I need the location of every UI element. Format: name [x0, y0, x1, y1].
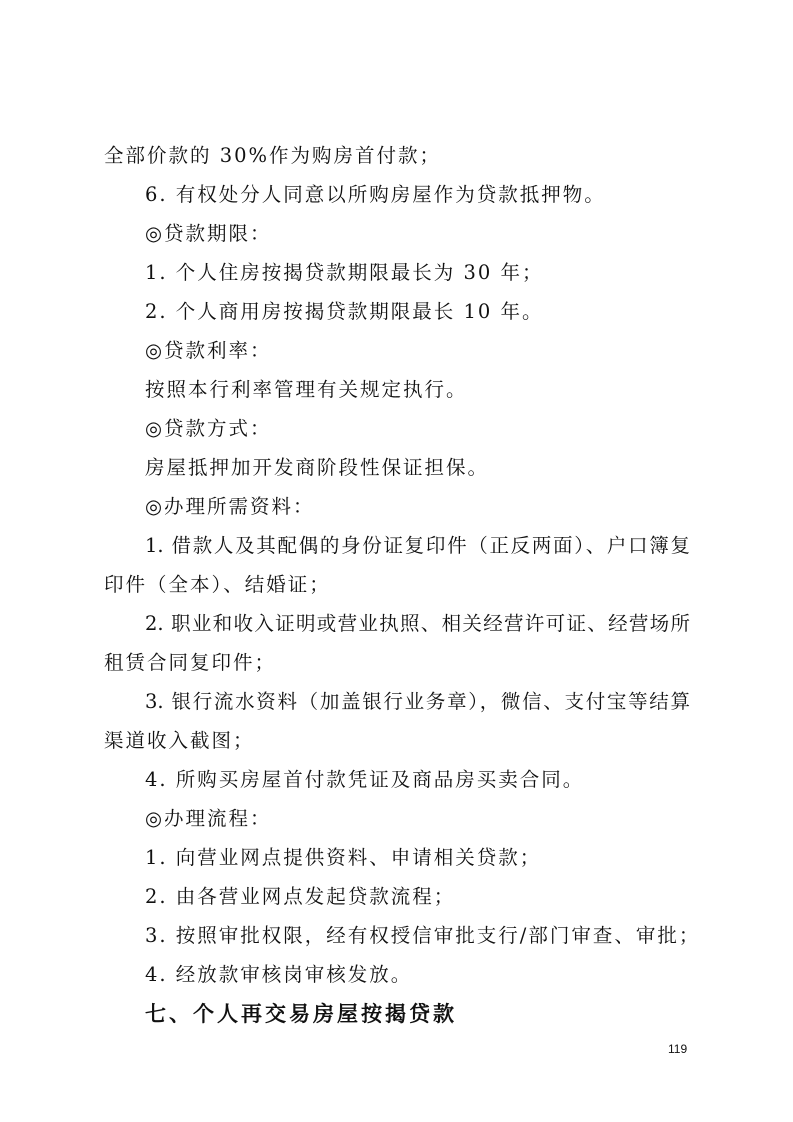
subheading-interest-rate: ◎贷款利率： [145, 339, 272, 362]
text-line-term-commercial: 2. 个人商用房按揭贷款期限最长 10 年。 [145, 300, 544, 323]
text-line-doc-2b: 租赁合同复印件； [104, 651, 277, 674]
text-line-doc-2a: 2. 职业和收入证明或营业执照、相关经营许可证、经营场所 [145, 612, 690, 635]
text-line-doc-1b: 印件（全本）、结婚证； [104, 573, 331, 596]
text-line-process-2: 2. 由各营业网点发起贷款流程； [145, 885, 456, 908]
text-line-collateral: 6. 有权处分人同意以所购房屋作为贷款抵押物。 [145, 183, 606, 206]
text-line-doc-1a: 1. 借款人及其配偶的身份证复印件（正反两面）、户口簿复 [145, 534, 690, 557]
text-line-method-guarantee: 房屋抵押加开发商阶段性保证担保。 [145, 456, 490, 479]
subheading-required-documents: ◎办理所需资料： [145, 495, 315, 518]
text-line-doc-3a: 3. 银行流水资料（加盖银行业务章），微信、支付宝等结算 [145, 690, 690, 713]
text-line-rate-rule: 按照本行利率管理有关规定执行。 [145, 378, 468, 401]
subheading-loan-term: ◎贷款期限： [145, 222, 272, 245]
text-line-process-1: 1. 向营业网点提供资料、申请相关贷款； [145, 846, 542, 869]
text-line-process-3: 3. 按照审批权限，经有权授信审批支行/部门审查、审批； [145, 924, 701, 947]
text-line-down-payment: 全部价款的 30%作为购房首付款； [104, 144, 442, 167]
subheading-loan-method: ◎贷款方式： [145, 417, 272, 440]
text-line-doc-3b: 渠道收入截图； [104, 729, 255, 752]
section-heading: 七、个人再交易房屋按揭贷款 [145, 1002, 457, 1026]
text-line-doc-4: 4. 所购买房屋首付款凭证及商品房买卖合同。 [145, 768, 585, 791]
page-number: 119 [668, 1042, 688, 1056]
text-line-term-residential: 1. 个人住房按揭贷款期限最长为 30 年； [145, 261, 544, 284]
subheading-process: ◎办理流程： [145, 807, 272, 830]
text-line-process-4: 4. 经放款审核岗审核发放。 [145, 963, 413, 986]
